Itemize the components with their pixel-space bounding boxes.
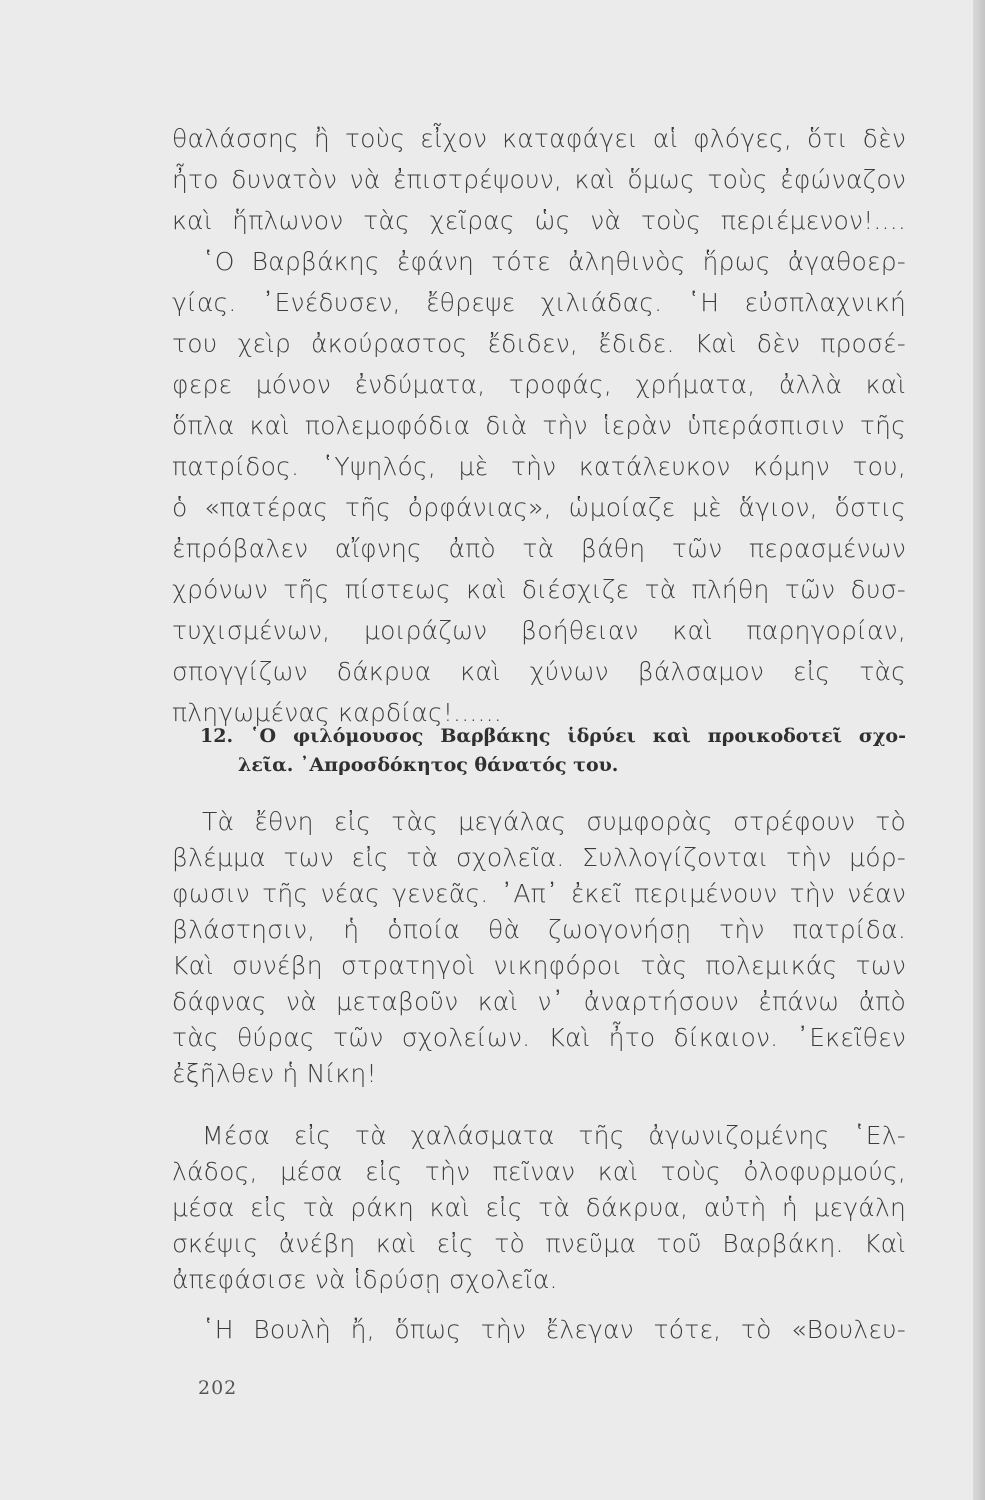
text-line: λάδος, μέσα εἰς τὴν πεῖναν καὶ τοὺς ὀλοφυρμούς, [172,1157,906,1186]
text-line: σπογγίζων δάκρυα καὶ χύνων βάλσαμον εἰς τὰς [172,657,906,686]
text-line: δάφνας νὰ μεταβοῦν καὶ ν᾿ ἀναρτήσουν ἐπάνω ἀπὸ [172,987,906,1016]
text-line: πατρίδος. ῾Υψηλός, μὲ τὴν κατάλευκον κόμην του, [172,452,906,481]
text-line: Τὰ ἔθνη εἰς τὰς μεγάλας συμφορὰς στρέφουν τὸ [202,807,906,836]
text-line: βλέμμα των εἰς τὰ σχολεῖα. Συλλογίζονται τὴν μόρ- [172,843,906,872]
section-heading-line: λεῖα. ᾿Απροσδόκητος θάνατός του. [238,754,619,776]
paragraph-continuation [172,118,906,733]
text-line: φερε μόνον ἐνδύματα, τροφάς, χρήματα, ἀλλὰ καὶ [172,370,906,399]
text-line: Μέσα εἰς τὰ χαλάσματα τῆς ἀγωνιζομένης ῾Ελ- [202,1121,906,1150]
text-line: μέσα εἰς τὰ ράκη καὶ εἰς τὰ δάκρυα, αὐτὴ ἡ μεγάλη [172,1193,906,1222]
text-line: τὰς θύρας τῶν σχολείων. Καὶ ἦτο δίκαιον. ᾿Εκεῖθεν [172,1023,906,1052]
text-line: Καὶ συνέβη στρατηγοὶ νικηφόροι τὰς πολεμικάς των [172,951,906,980]
text-line: τυχισμένων, μοιράζων βοήθειαν καὶ παρηγορίαν, [172,616,906,645]
text-line: ὅπλα καὶ πολεμοφόδια διὰ τὴν ἱερὰν ὑπεράσπισιν τῆς [172,411,906,440]
text-line: καὶ ἥπλωνον τὰς χεῖρας ὡς νὰ τοὺς περιέμενον!.... [172,206,906,235]
text-line: ἐξῆλθεν ἡ Νίκη! [172,1059,377,1088]
text-line: ὁ «πατέρας τῆς ὀρφάνιας», ὡμοίαζε μὲ ἅγιον, ὅστις [172,493,906,522]
text-line: γίας. ᾿Ενέδυσεν, ἔθρεψε χιλιάδας. ῾Η εὐσπλαχνική [172,288,906,317]
text-line: χρόνων τῆς πίστεως καὶ διέσχιζε τὰ πλήθη τῶν δυσ- [172,575,906,604]
text-line: βλάστησιν, ἡ ὁποία θὰ ζωογονήσῃ τὴν πατρίδα. [172,915,906,944]
text-line: θαλάσσης ἢ τοὺς εἶχον καταφάγει αἱ φλόγες, ὅτι δὲν [172,124,906,153]
page-edge-shadow [973,0,985,1500]
text-line: σκέψις ἀνέβη καὶ εἰς τὸ πνεῦμα τοῦ Βαρβάκη. Καὶ [172,1229,906,1258]
text-line: ῾Ο Βαρβάκης ἐφάνη τότε ἀληθινὸς ἥρως ἀγαθοερ- [202,247,906,276]
paragraph [172,804,906,1092]
text-line: ῾Η Βουλὴ ἤ, ὅπως τὴν ἔλεγαν τότε, τὸ «Βουλευ- [202,1315,906,1344]
section-heading [200,722,906,780]
text-line: ἀπεφάσισε νὰ ἱδρύσῃ σχολεῖα. [172,1265,558,1294]
section-heading-line: 12. ῾Ο φιλόμουσος Βαρβάκης ἱδρύει καὶ προικοδοτεῖ σχο- [200,725,906,747]
paragraph [172,1118,906,1298]
text-line: του χεὶρ ἀκούραστος ἔδιδεν, ἔδιδε. Καὶ δὲν προσέ- [172,329,906,358]
text-line: ἦτο δυνατὸν νὰ ἐπιστρέψουν, καὶ ὅμως τοὺς ἐφώναζον [172,165,906,194]
page-number: 202 [198,1377,238,1399]
text-line: πληγωμένας καρδίας!...... [172,698,502,727]
text-line: φωσιν τῆς νέας γενεᾶς. ᾿Απ᾿ ἐκεῖ περιμένουν τὴν νέαν [172,879,906,908]
paragraph [172,1312,906,1348]
text-line: ἐπρόβαλεν αἴφνης ἀπὸ τὰ βάθη τῶν περασμένων [172,534,906,563]
